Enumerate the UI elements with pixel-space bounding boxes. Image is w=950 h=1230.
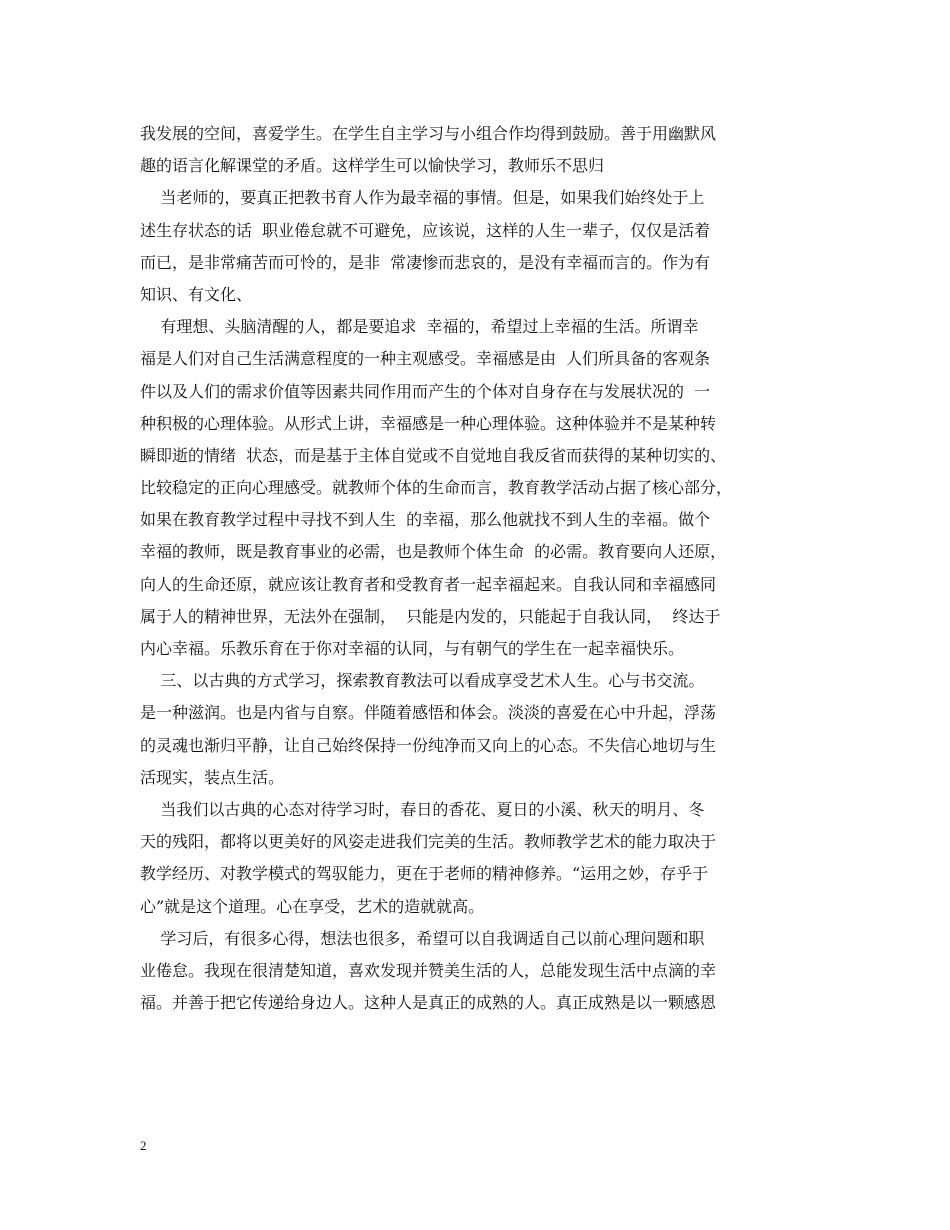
- text-line: 福是人们对自己生活满意程度的一种主观感受。幸福感是由 人们所具备的客观条: [140, 349, 711, 369]
- text-line: 的灵魂也渐归平静，让自己始终保持一份纯净而又向上的心态。不失信心地切与生: [140, 735, 717, 755]
- text-line: 向人的生命还原，就应该让教育者和受教育者一起幸福起来。自我认同和幸福感同: [140, 574, 717, 594]
- text-line: 如果在教育教学过程中寻找不到人生 的幸福，那么他就找不到人生的幸福。做个: [140, 510, 711, 530]
- page-number: 2: [140, 1138, 147, 1153]
- text-line: 教学经历、对教学模式的驾驭能力，更在于老师的精神修养。“运用之妙，存乎于: [140, 864, 709, 884]
- text-line: 天的残阳，都将以更美好的风姿走进我们完美的生活。教师教学艺术的能力取决于: [140, 832, 717, 852]
- text-line: 当老师的，要真正把教书育人作为最幸福的事情。但是，如果我们始终处于上: [140, 188, 705, 208]
- text-line: 件以及人们的需求价值等因素共同作用而产生的个体对自身存在与发展状况的 一: [140, 381, 711, 401]
- text-line: 种积极的心理体验。从形式上讲，幸福感是一种心理体验。这种体验并不是某种转: [140, 413, 717, 433]
- text-line: 知识、有文化、: [140, 284, 253, 304]
- text-line: 学习后，有很多心得，想法也很多，希望可以自我调适自己以前心理问题和职: [140, 928, 705, 948]
- text-line: 瞬即逝的情绪 状态，而是基于主体自觉或不自觉地自我反省而获得的某种切实的、: [140, 445, 727, 465]
- text-line: 属于人的精神世界，无法外在强制， 只能是内发的，只能起于自我认同， 终达于: [140, 606, 721, 626]
- text-line: 趣的语言化解课堂的矛盾。这样学生可以愉快学习，教师乐不思归: [140, 156, 605, 176]
- text-line: 当我们以古典的心态对待学习时，春日的香花、夏日的小溪、秋天的明月、冬: [140, 799, 705, 819]
- text-line: 内心幸福。乐教乐育在于你对幸福的认同，与有朝气的学生在一起幸福快乐。: [140, 639, 685, 658]
- text-line: 是一种滋润。也是内省与自察。伴随着感悟和体会。淡淡的喜爱在心中升起，浮荡: [140, 703, 717, 723]
- text-line: 活现实，装点生活。: [140, 767, 285, 787]
- text-line: 业倦怠。我现在很清楚知道，喜欢发现并赞美生活的人，总能发现生活中点滴的幸: [140, 960, 717, 980]
- text-line: 比较稳定的正向心理感受。就教师个体的生命而言，教育教学活动占据了核心部分，: [140, 478, 733, 498]
- body-text: [140, 118, 820, 1019]
- text-line: 有理想、头脑清醒的人，都是要追求 幸福的，希望过上幸福的生活。所谓幸: [140, 317, 699, 337]
- text-line: 心”就是这个道理。心在享受，艺术的造就就高。: [140, 896, 485, 916]
- text-line: 幸福的教师，既是教育事业的必需，也是教师个体生命 的必需。教育要向人还原，: [140, 542, 727, 562]
- text-line: 而已，是非常痛苦而可怜的，是非 常凄惨而悲哀的，是没有幸福而言的。作为有: [140, 252, 711, 272]
- text-line: 三、以古典的方式学习，探索教育教法可以看成享受艺术人生。心与书交流。: [140, 671, 705, 691]
- text-line: 福。并善于把它传递给身边人。这种人是真正的成熟的人。真正成熟是以一颗感恩: [140, 993, 717, 1013]
- text-line: 我发展的空间，喜爱学生。在学生自主学习与小组合作均得到鼓励。善于用幽默风: [140, 124, 717, 143]
- text-line: 述生存状态的话 职业倦怠就不可避免，应该说，这样的人生一辈子，仅仅是活着: [140, 220, 711, 240]
